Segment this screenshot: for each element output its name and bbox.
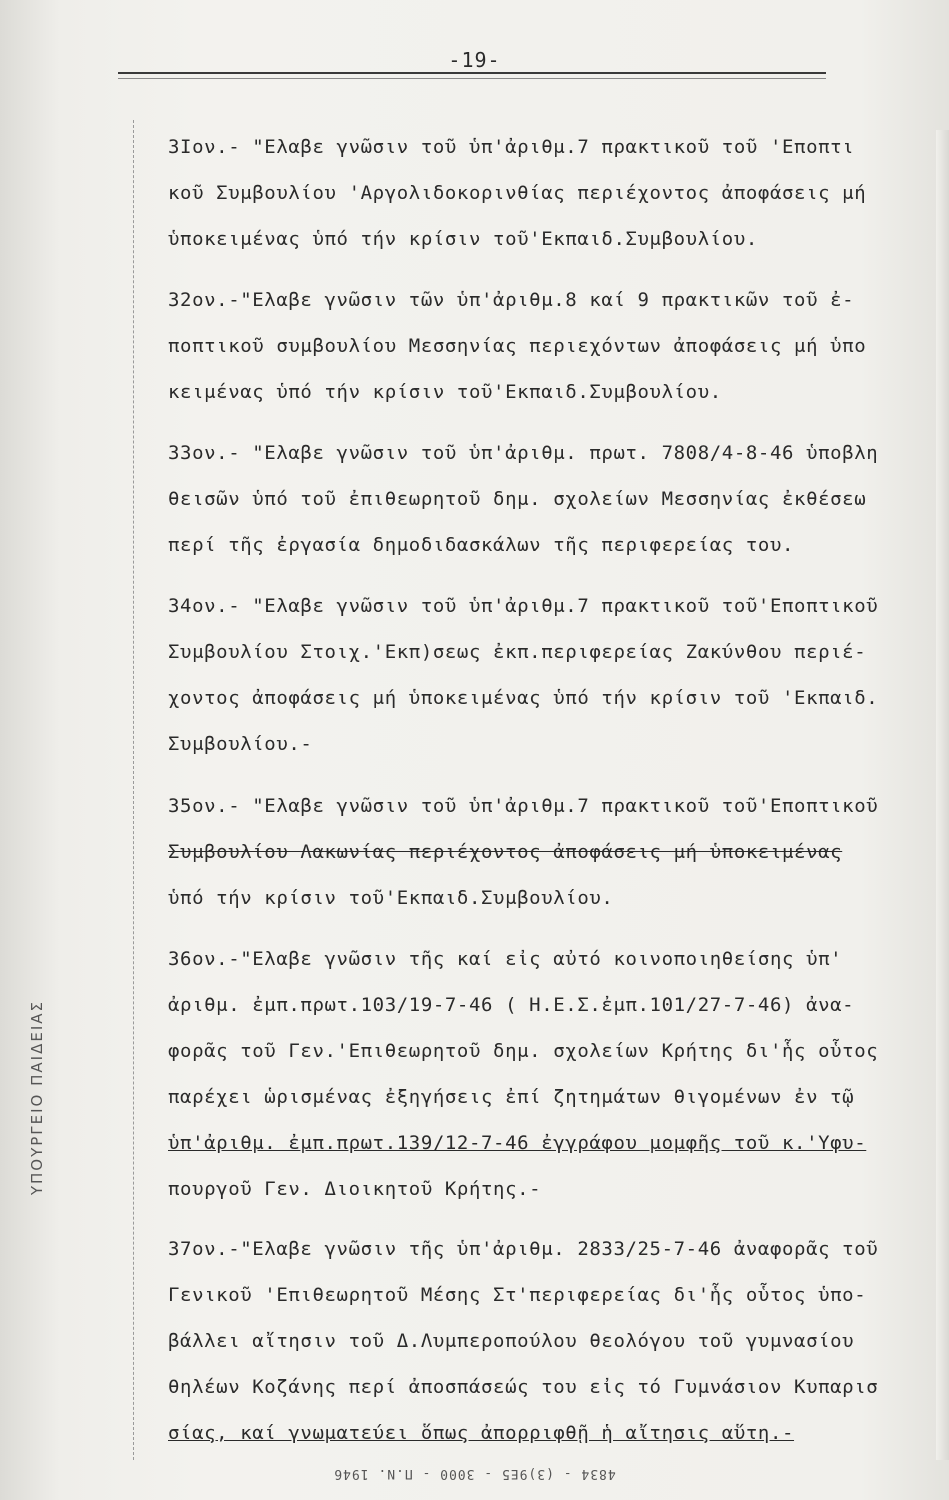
entry-line: βάλλει αἴτησιν τοῦ Δ.Λυμπεροπούλου θεολόγου τοῦ γυμνασίου bbox=[168, 1330, 855, 1352]
entry-line: Συμβουλίου.- bbox=[168, 733, 313, 755]
margin-rule bbox=[133, 120, 135, 1460]
entry-line: 35ον.- "Ελαβε γνῶσιν τοῦ ὑπ'ἀριθμ.7 πρακτικοῦ τοῦ'Εποπτικοῦ bbox=[168, 795, 879, 817]
entry-line: κειμένας ὑπό τήν κρίσιν τοῦ'Εκπαιδ.Συμβουλίου. bbox=[168, 381, 722, 403]
entry-line: 36ον.-"Ελαβε γνῶσιν τῆς καί εἰς αὐτό κοινοποιηθείσης ὑπ' bbox=[168, 948, 843, 970]
entry-line: ἀριθμ. ἐμπ.πρωτ.103/19-7-46 ( Η.Ε.Σ.ἐμπ.101/27-7-46) ἀνα- bbox=[168, 994, 855, 1016]
header-rule bbox=[118, 72, 826, 74]
minutes-entry-31 bbox=[168, 124, 938, 262]
header-rule-secondary bbox=[118, 78, 826, 79]
entry-line: θεισῶν ὑπό τοῦ ἐπιθεωρητοῦ δημ. σχολείων Μεσσηνίας ἐκθέσεω bbox=[168, 488, 867, 510]
entry-line-underlined: σίας, καί γνωματεύει ὅπως ἀπορριφθῇ ἡ αἴτησις αὕτη.- bbox=[168, 1422, 795, 1444]
entry-line: ποπτικοῦ συμβουλίου Μεσσηνίας περιεχόντων ἀποφάσεις μή ὑπο bbox=[168, 335, 867, 357]
entry-line: 3Ιον.- "Ελαβε γνῶσιν τοῦ ὑπ'ἀριθμ.7 πρακτικοῦ τοῦ 'Εποπτι bbox=[168, 136, 855, 158]
entry-line: θηλέων Κοζάνης περί ἀποσπάσεώς του εἰς τό Γυμνάσιον Κυπαρισ bbox=[168, 1376, 879, 1398]
page-left-margin bbox=[0, 0, 130, 1500]
entry-line: χοντος ἀποφάσεις μή ὑποκειμένας ὑπό τήν κρίσιν τοῦ 'Εκπαιδ. bbox=[168, 687, 879, 709]
entry-line-underlined: ὑπ'ἀριθμ. ἐμπ.πρωτ.139/12-7-46 ἐγγράφου μομφῆς τοῦ κ.'Υφυ- bbox=[168, 1132, 867, 1154]
entry-line: 33ον.- "Ελαβε γνῶσιν τοῦ ὑπ'ἀριθμ. πρωτ. 7808/4-8-46 ὑποβλη bbox=[168, 442, 879, 464]
page-right-edge-shadow bbox=[936, 130, 949, 1460]
entry-line: Γενικοῦ 'Επιθεωρητοῦ Μέσης Στ'περιφερείας δι'ἧς οὗτος ὑπο- bbox=[168, 1284, 867, 1306]
minutes-entry-35 bbox=[168, 783, 938, 921]
minutes-entry-33 bbox=[168, 430, 938, 568]
archive-stamp: ΥΠΟΥΡΓΕΙΟ ΠΑΙΔΕΙΑΣ bbox=[28, 1000, 46, 1196]
entry-line: 37ον.-"Ελαβε γνῶσιν τῆς ὑπ'ἀριθμ. 2833/25-7-46 ἀναφορᾶς τοῦ bbox=[168, 1238, 879, 1260]
entry-line: Συμβουλίου Στοιχ.'Εκπ)σεως ἐκπ.περιφερείας Ζακύνθου περιέ- bbox=[168, 641, 867, 663]
entry-line-struck: Συμβουλίου Λακωνίας περιέχοντος ἀποφάσεις μή ὑποκειμένας bbox=[168, 841, 843, 863]
entry-line: 34ον.- "Ελαβε γνῶσιν τοῦ ὑπ'ἀριθμ.7 πρακτικοῦ τοῦ'Εποπτικοῦ bbox=[168, 595, 879, 617]
entry-line: ὑποκειμένας ὑπό τήν κρίσιν τοῦ'Εκπαιδ.Συμβουλίου. bbox=[168, 228, 758, 250]
minutes-entry-32 bbox=[168, 277, 938, 415]
minutes-entry-34 bbox=[168, 583, 938, 767]
minutes-entry-37 bbox=[168, 1226, 938, 1456]
printer-footer: 4834 - (3)9Ε5 - 3000 - Π.Ν. 1946 bbox=[333, 1466, 616, 1481]
entry-line: παρέχει ὡρισμένας ἐξηγήσεις ἐπί ζητημάτων θιγομένων ἐν τῷ bbox=[168, 1086, 855, 1108]
entry-line: πουργοῦ Γεν. Διοικητοῦ Κρήτης.- bbox=[168, 1178, 542, 1200]
entry-line: 32ον.-"Ελαβε γνῶσιν τῶν ὑπ'ἀριθμ.8 καί 9 πρακτικῶν τοῦ ἐ- bbox=[168, 289, 855, 311]
entry-line: ὑπό τήν κρίσιν τοῦ'Εκπαιδ.Συμβουλίου. bbox=[168, 887, 614, 909]
entry-line: κοῦ Συμβουλίου 'Αργολιδοκορινθίας περιέχοντος ἀποφάσεις μή bbox=[168, 182, 867, 204]
page-number: -19- bbox=[448, 48, 501, 72]
entry-line: περί τῆς ἐργασία δημοδιδασκάλων τῆς περιφερείας του. bbox=[168, 534, 795, 556]
entry-line: φορᾶς τοῦ Γεν.'Επιθεωρητοῦ δημ. σχολείων Κρήτης δι'ἧς οὗτος bbox=[168, 1040, 879, 1062]
minutes-entry-36 bbox=[168, 936, 938, 1212]
